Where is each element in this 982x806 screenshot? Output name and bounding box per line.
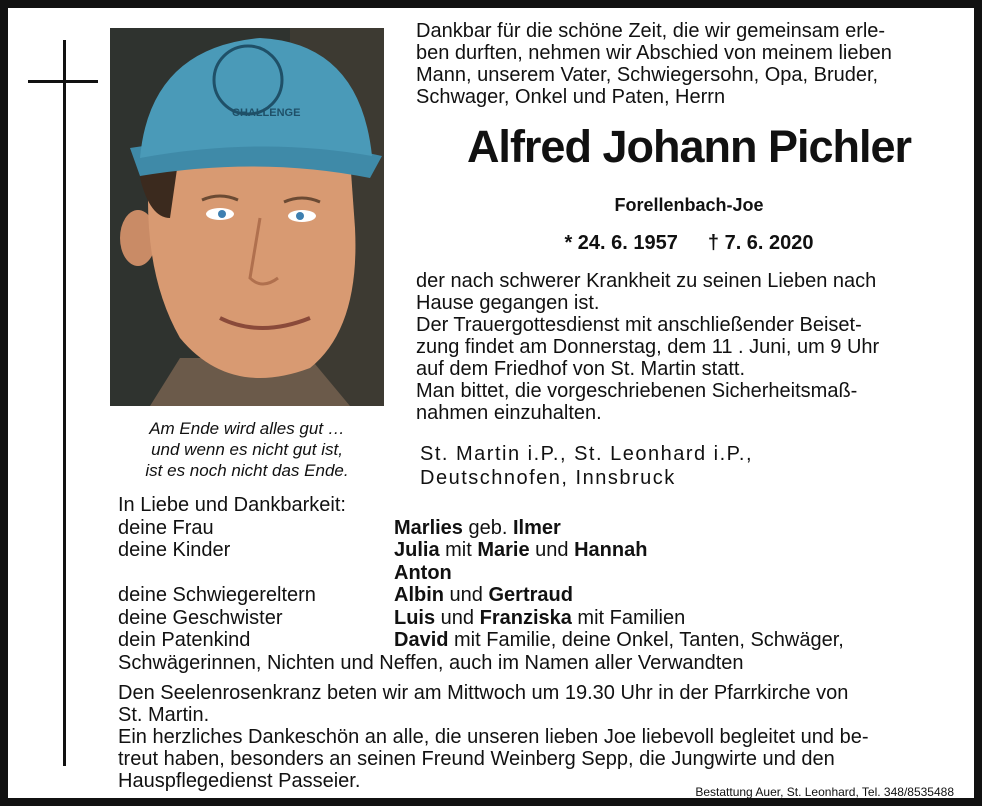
body-line: nahmen einzuhalten. [416, 402, 602, 424]
family-relation: deine Schwiegereltern [118, 584, 316, 606]
family-member-name: Hannah [574, 539, 648, 561]
caption-line: ist es noch nicht das Ende. [145, 461, 349, 480]
family-relation: dein Patenkind [118, 629, 251, 651]
family-members [394, 517, 561, 540]
family-connector-text: und [529, 539, 575, 561]
intro-line: Dankbar für die schöne Zeit, die wir gemeinsam erle- [416, 20, 886, 42]
family-member-name: Julia [394, 539, 440, 561]
closing-text [118, 682, 964, 792]
family-members [394, 584, 573, 607]
family-member-name: Luis [394, 606, 436, 629]
intro-line: ben durften, nehmen wir Abschied von meinem lieben [416, 42, 892, 64]
family-members [394, 629, 844, 652]
caption-line: Am Ende wird alles gut … [149, 419, 345, 438]
closing-line: Hauspflegedienst Passeier. [118, 770, 361, 792]
deceased-nickname: Forellenbach-Joe [614, 195, 764, 215]
cap-logo-text: CHALLENGE [232, 107, 301, 119]
family-row [118, 562, 968, 585]
family-connector-text: und [435, 606, 480, 629]
portrait-photo [110, 28, 384, 406]
body-line: Der Trauergottesdienst mit anschließender Beiset- [416, 314, 862, 336]
places [420, 442, 966, 490]
death-date: † 7. 6. 2020 [707, 232, 814, 254]
closing-line: treut haben, besonders an seinen Freund Weinberg Sepp, die Jungwirte und den [118, 748, 835, 770]
photo-caption [110, 418, 384, 481]
family-list [118, 494, 968, 674]
family-members [394, 562, 452, 585]
cross-icon [63, 40, 66, 766]
closing-line: Den Seelenrosenkranz beten wir am Mittwoch um 19.30 Uhr in der Pfarrkirche von [118, 682, 849, 704]
family-row [118, 607, 968, 630]
closing-line: Ein herzliches Dankeschön an alle, die unseren lieben Joe liebevoll begleitet und be- [118, 726, 869, 748]
intro-text [416, 20, 962, 108]
places-line: Deutschnofen, Innsbruck [420, 467, 676, 489]
family-row [118, 517, 968, 540]
undertaker-credit: Bestattung Auer, St. Leonhard, Tel. 348/8535488 [695, 785, 954, 799]
family-member-name: Marlies [394, 516, 463, 539]
family-member-name: Franziska [479, 606, 572, 629]
life-dates [416, 230, 962, 256]
intro-line: Schwager, Onkel und Paten, Herrn [416, 86, 726, 108]
family-heading: In Liebe und Dankbarkeit: [118, 494, 346, 516]
family-connector-text: geb. [462, 516, 513, 539]
family-members [394, 607, 685, 630]
body-line: Hause gegangen ist. [416, 292, 600, 314]
body-line: zung findet am Donnerstag, dem 11 . Juni, um 9 Uhr [416, 336, 880, 358]
family-relation: deine Frau [118, 516, 214, 539]
family-connector-text: mit Familie, deine Onkel, Tanten, Schwäger, [448, 629, 844, 651]
intro-line: Mann, unserem Vater, Schwiegersohn, Opa, Bruder, [416, 64, 879, 86]
family-member-name: Albin [394, 584, 444, 606]
family-members [394, 539, 647, 562]
family-member-name: Marie [477, 539, 530, 561]
family-relation: deine Kinder [118, 539, 231, 561]
family-continuation: Schwägerinnen, Nichten und Neffen, auch im Namen aller Verwandten [118, 651, 744, 674]
family-connector-text: mit Familien [571, 606, 686, 629]
family-member-name: Gertraud [488, 584, 573, 606]
family-relation: deine Geschwister [118, 606, 283, 629]
closing-line: St. Martin. [118, 704, 210, 726]
family-member-name: David [394, 629, 449, 651]
announcement-text [416, 270, 962, 424]
cross-icon-bar [28, 80, 98, 83]
deceased-name: Alfred Johann Pichler [466, 121, 912, 172]
family-member-name: Ilmer [512, 516, 561, 539]
family-member-name: Anton [394, 561, 452, 584]
places-line: St. Martin i.P., St. Leonhard i.P., [420, 443, 754, 465]
family-row [118, 584, 968, 607]
caption-line: und wenn es nicht gut ist, [151, 440, 343, 459]
body-line: der nach schwerer Krankheit zu seinen Lieben nach [416, 270, 877, 292]
family-connector-text: mit [439, 539, 478, 561]
family-row [118, 539, 968, 562]
birth-date: * 24. 6. 1957 [564, 232, 678, 254]
family-row [118, 629, 968, 652]
body-line: Man bittet, die vorgeschriebenen Sicherheitsmaß- [416, 380, 858, 402]
family-connector-text: und [444, 584, 489, 606]
body-line: auf dem Friedhof von St. Martin statt. [416, 358, 746, 380]
